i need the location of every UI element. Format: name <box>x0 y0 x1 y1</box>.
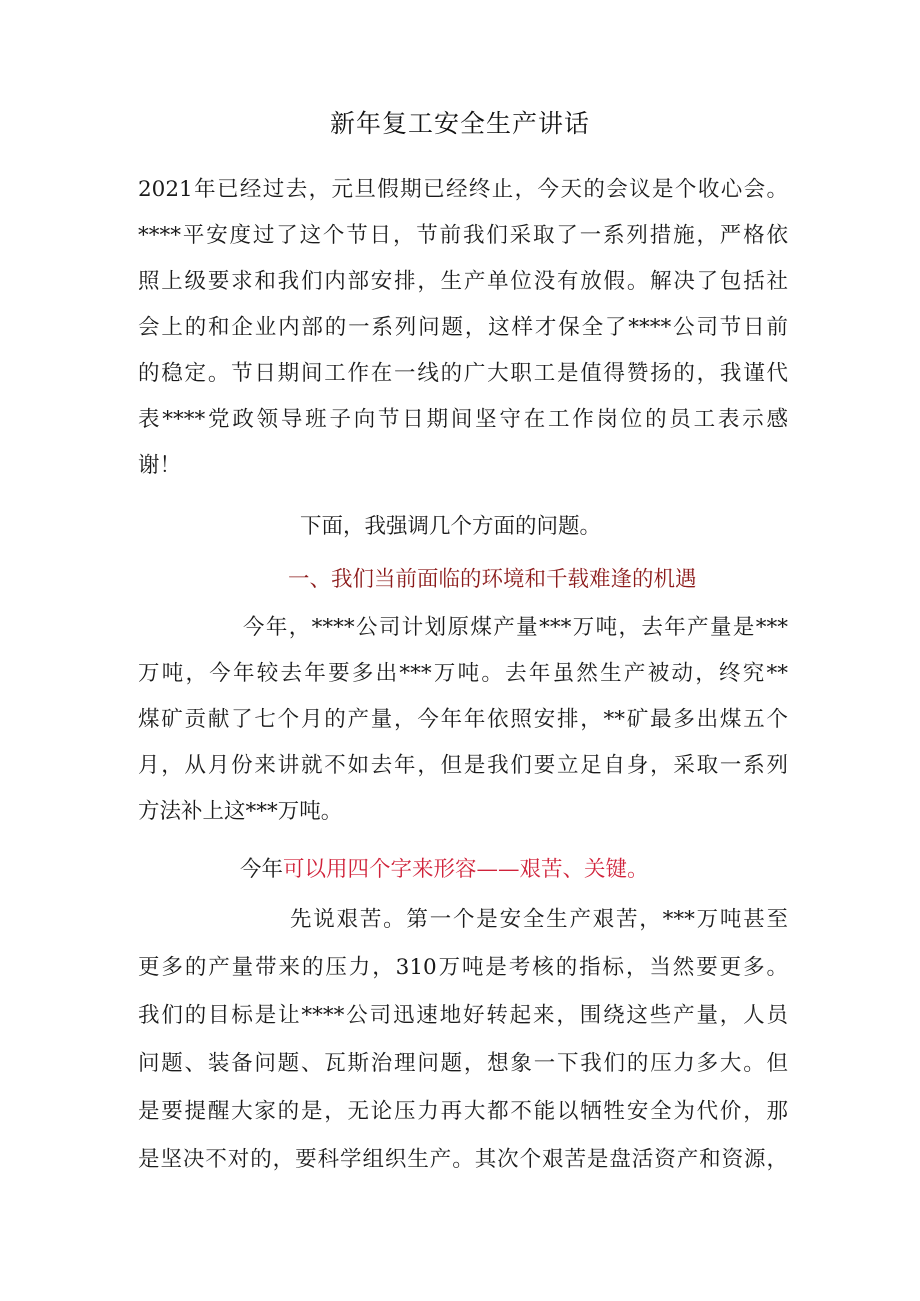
paragraph-line: 是坚决不对的，要科学组织生产。其次个艰苦是盘活资产和资源， <box>138 1147 788 1172</box>
paragraph-line: 的稳定。节日期间工作在一线的广大职工是值得赞扬的，我谨代 <box>138 361 788 386</box>
paragraph-line: 月，从月份来讲就不如去年，但是我们要立足自身，采取一系列 <box>138 753 788 778</box>
document-title: 新年复工安全生产讲话 <box>329 109 590 138</box>
paragraph-line: ****平安度过了这个节日，节前我们采取了一系列措施，严格依 <box>138 223 788 248</box>
paragraph-line: 2021年已经过去，元旦假期已经终止，今天的会议是个收心会。 <box>138 177 788 202</box>
keywords-line <box>240 853 760 887</box>
paragraph-line: 谢！ <box>138 453 182 478</box>
paragraph-line: 今年，****公司计划原煤产量***万吨，去年产量是*** <box>243 615 788 640</box>
paragraph-line: 我们的目标是让****公司迅速地好转起来，围绕这些产量，人员 <box>138 1003 788 1028</box>
keywords-highlight: 可以用四个字来形容——艰苦、关键。 <box>283 857 649 882</box>
paragraph-line: 万吨，今年较去年要多出***万吨。去年虽然生产被动，终究** <box>138 661 788 686</box>
paragraph-line: 表****党政领导班子向节日期间坚守在工作岗位的员工表示感 <box>138 407 788 432</box>
keywords-prefix: 今年 <box>240 857 284 882</box>
paragraph-line: 是要提醒大家的是，无论压力再大都不能以牺牲安全为代价，那 <box>138 1099 788 1124</box>
paragraph-line: 方法补上这***万吨。 <box>138 799 343 824</box>
paragraph-line: 煤矿贡献了七个月的产量，今年年依照安排，**矿最多出煤五个 <box>138 707 788 732</box>
section-heading: 一、我们当前面临的环境和千载难逢的机遇 <box>288 567 697 592</box>
paragraph-line: 会上的和企业内部的一系列问题，这样才保全了****公司节日前 <box>138 315 788 340</box>
paragraph-line: 更多的产量带来的压力，310万吨是考核的指标，当然要更多。 <box>138 955 788 980</box>
paragraph-line: 照上级要求和我们内部安排，生产单位没有放假。解决了包括社 <box>138 269 788 294</box>
paragraph-line: 先说艰苦。第一个是安全生产艰苦，***万吨甚至 <box>290 907 788 932</box>
intro-line: 下面，我强调几个方面的问题。 <box>300 514 602 539</box>
paragraph-line: 问题、装备问题、瓦斯治理问题，想象一下我们的压力多大。但 <box>138 1051 788 1076</box>
